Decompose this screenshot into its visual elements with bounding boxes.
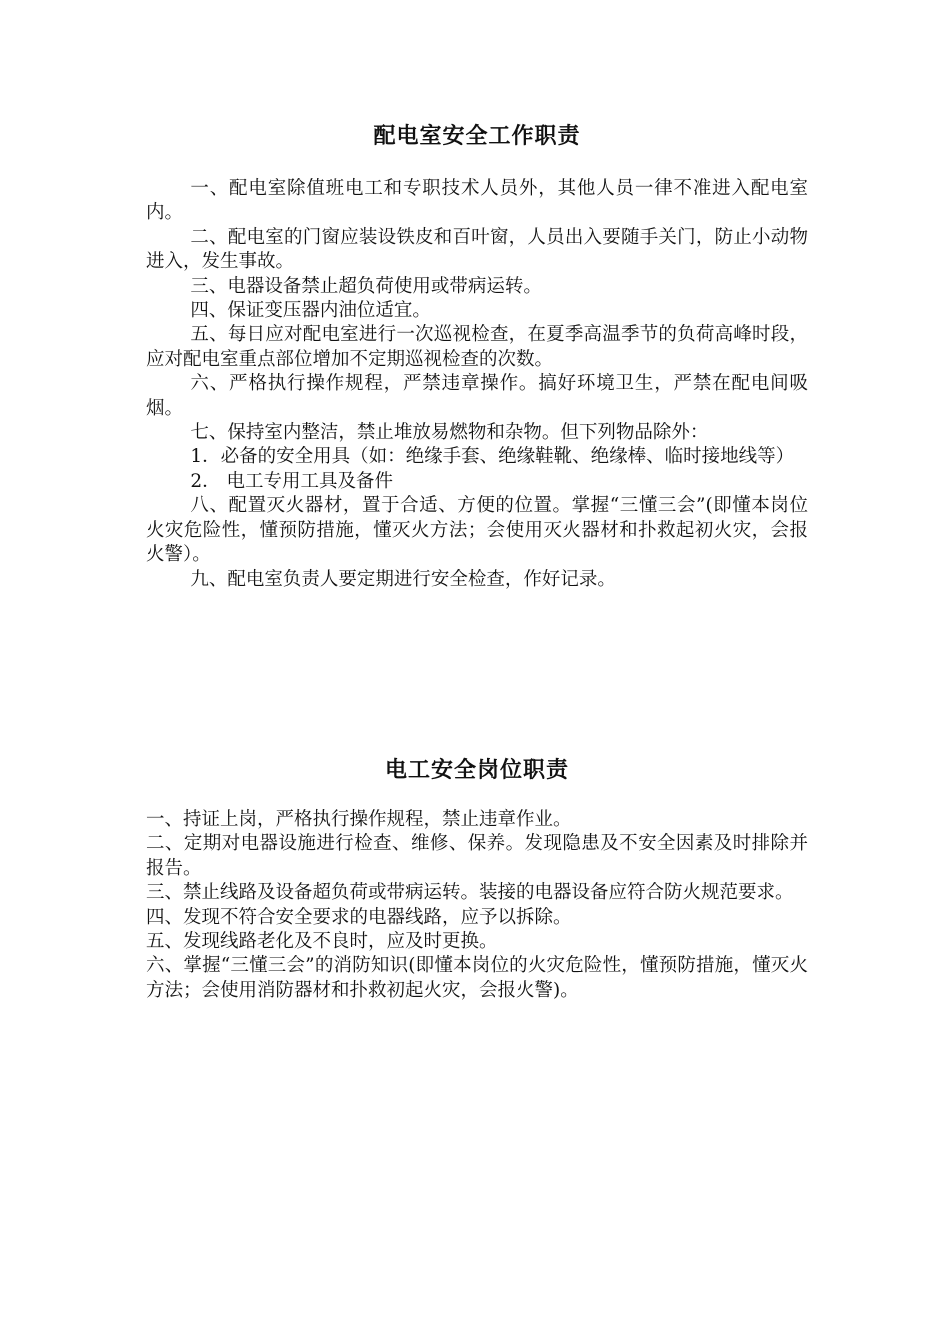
section1-paragraph-1: 一、配电室除值班电工和专职技术人员外，其他人员一律不准进入配电室内。	[146, 178, 808, 224]
section1-paragraph-3: 三、电器设备禁止超负荷使用或带病运转。	[190, 275, 542, 297]
section1-paragraph-7: 七、保持室内整洁，禁止堆放易燃物和杂物。但下列物品除外：	[190, 422, 709, 444]
section2-body	[146, 808, 808, 1003]
section1-paragraph-6: 六、严格执行操作规程，严禁违章操作。搞好环境卫生，严禁在配电间吸烟。	[146, 373, 808, 419]
section2-paragraph-1: 一、持证上岗，严格执行操作规程，禁止违章作业。	[146, 809, 572, 830]
section2-paragraph-3: 三、禁止线路及设备超负荷或带病运转。装接的电器设备应符合防火规范要求。	[146, 882, 794, 904]
section2-title: 电工安全岗位职责	[384, 758, 569, 783]
section1-list-item-2: 2． 电工专用工具及备件	[190, 470, 394, 492]
section1-body	[146, 177, 808, 592]
section1-paragraph-9: 九、配电室负责人要定期进行安全检查，作好记录。	[190, 568, 616, 590]
section2-paragraph-6: 六、掌握“三懂三会”的消防知识(即懂本岗位的火灾危险性，懂预防措施，懂灭火方法；会使用消防器材和扑救初起火灾，会报火警)。	[146, 955, 808, 1001]
section2-paragraph-5: 五、发现线路老化及不良时，应及时更换。	[146, 931, 498, 953]
section2-paragraph-4: 四、发现不符合安全要求的电器线路，应予以拆除。	[146, 906, 572, 928]
section1-title: 配电室安全工作职责	[373, 124, 581, 149]
section1-list-item-1: 1．必备的安全用具（如：绝缘手套、绝缘鞋靴、绝缘棒、临时接地线等）	[190, 446, 795, 468]
section1-paragraph-4: 四、保证变压器内油位适宜。	[190, 300, 431, 322]
section1-paragraph-5: 五、每日应对配电室进行一次巡视检查，在夏季高温季节的负荷高峰时段，应对配电室重点部位增加不定期巡视检查的次数。	[146, 324, 808, 370]
section1-paragraph-2: 二、配电室的门窗应装设铁皮和百叶窗，人员出入要随手关门，防止小动物进入，发生事故。	[146, 226, 808, 273]
section1-paragraph-8: 八、配置灭火器材，置于合适、方便的位置。掌握“三懂三会”(即懂本岗位火灾危险性，懂预防措施，懂灭火方法；会使用灭火器材和扑救起初火灾，会报火警）。	[146, 495, 808, 566]
section2-paragraph-2: 二、定期对电器设施进行检查、维修、保养。发现隐患及不安全因素及时排除并报告。	[146, 833, 808, 879]
